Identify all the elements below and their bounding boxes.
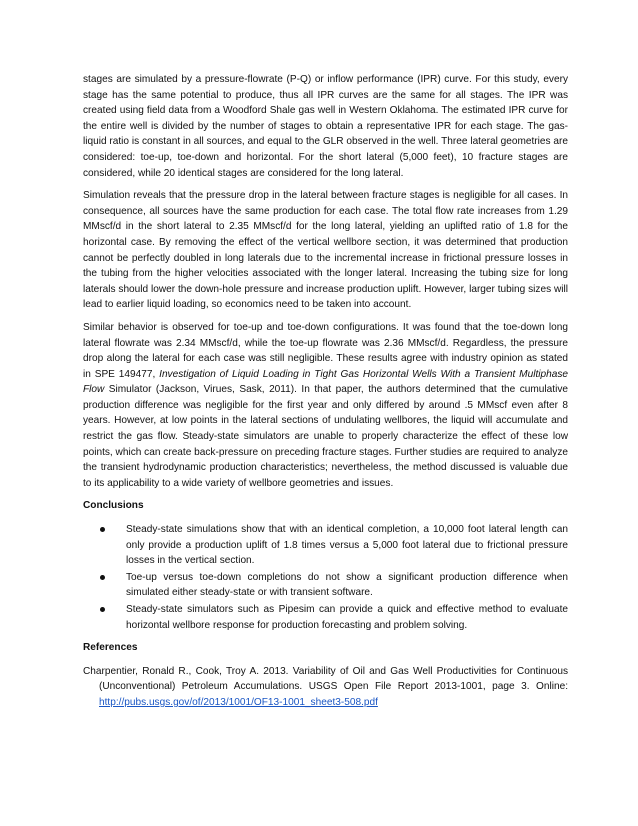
reference-text: Charpentier, Ronald R., Cook, Troy A. 2013. Variability of Oil and Gas Well Productivities for Continuous (Unconventional) Petroleum Accumulations. USGS Open File Report 2013-1001, page 3. Online: xyxy=(83,665,568,693)
conclusions-list xyxy=(83,522,568,633)
paragraph-text-part: Similar behavior is observed for toe-up and toe-down configurations. It was found that the toe-down long lateral flowrate was 2.34 MMscf/d, while the toe-up flowrate was 2.36 MMscf/d. Regardless, the pressure drop along the lateral for each case was still negligible. These results agree with industry opinion as stated in SPE 149477, xyxy=(83,321,568,380)
conclusions-heading: Conclusions xyxy=(83,500,144,512)
list-item xyxy=(83,570,568,601)
list-item-text: Toe-up versus toe-down completions do not show a significant production difference when simulated either steady-state or with transient software. xyxy=(126,571,568,599)
bullet-icon xyxy=(100,575,105,580)
paragraph-simulation-results: Simulation reveals that the pressure drop in the lateral between fracture stages is negligible for all cases. In consequence, all sources have the same production for each case. The total flow rate increases from 1.29 MMscf/d in the short lateral to 2.35 MMscf/d for the long lateral, yielding an uplifted ratio of 1.8 for the horizontal case. By removing the effect of the vertical wellbore section, it was determined that production cannot be perfectly doubled in long laterals due to the incremental increase in frictional pressure losses in the tubing from the higher velocities associated with the longer lateral. Increasing the tubing size for long laterals should lower the down-hole pressure and increase production uplift. However, larger tubing sizes will lead to earlier liquid loading, so economics need to be taken into account. xyxy=(83,190,568,311)
reference-link[interactable]: http://pubs.usgs.gov/of/2013/1001/OF13-1001_sheet3-508.pdf xyxy=(99,696,378,708)
paragraph-text-part: Simulator (Jackson, Virues, Sask, 2011). In that paper, the authors determined that the cumulative production difference was negligible for the first year and only differed by around .5 MMscf even after 8 years. However, at low points in the lateral sections of undulating wellbores, the liquid will accumulate and restrict the gas flow. Steady-state simulators are unable to properly characterize the effect of these low points, which can create back-pressure on preceding fracture stages. Further studies are required to analyze the transient hydrodynamic production characteristics; nevertheless, the method discussed is valuable due to its applicability to a wide variety of wellbore geometries and issues. xyxy=(83,384,568,489)
references-heading: References xyxy=(83,642,138,654)
list-item-text: Steady-state simulators such as Pipesim can provide a quick and effective method to evaluate horizontal wellbore response for production forecasting and problem solving. xyxy=(126,604,568,631)
list-item xyxy=(83,522,568,569)
list-item xyxy=(83,602,568,633)
bullet-icon xyxy=(100,527,105,532)
paper-title-italic: Investigation of Liquid Loading in Tight Gas Horizontal Wells With a Transient Multiphase Flow xyxy=(83,368,568,396)
reference-entry xyxy=(83,664,568,711)
list-item-text: Steady-state simulations show that with an identical completion, a 10,000 foot lateral length can only provide a production uplift of 1.8 times versus a 5,000 foot lateral due to frictional pressure losses in the vertical section. xyxy=(126,524,568,567)
paragraph-toe-configurations xyxy=(83,320,568,492)
bullet-icon xyxy=(100,607,105,612)
paragraph-ipr-method: stages are simulated by a pressure-flowrate (P-Q) or inflow performance (IPR) curve. For this study, every stage has the same potential to produce, thus all IPR curves are the same for all stages. The IPR was created using field data from a Woodford Shale gas well in Western Oklahoma. The estimated IPR curve for the entire well is divided by the number of stages to obtain a representative IPR for each stage. The gas-liquid ratio is constant in all sources, and equal to the GLR observed in the well. Three lateral geometries are considered: toe-up, toe-down and horizontal. For the short lateral (5,000 feet), 10 fracture stages are considered, while 20 identical stages are considered for the long lateral. xyxy=(83,74,568,179)
